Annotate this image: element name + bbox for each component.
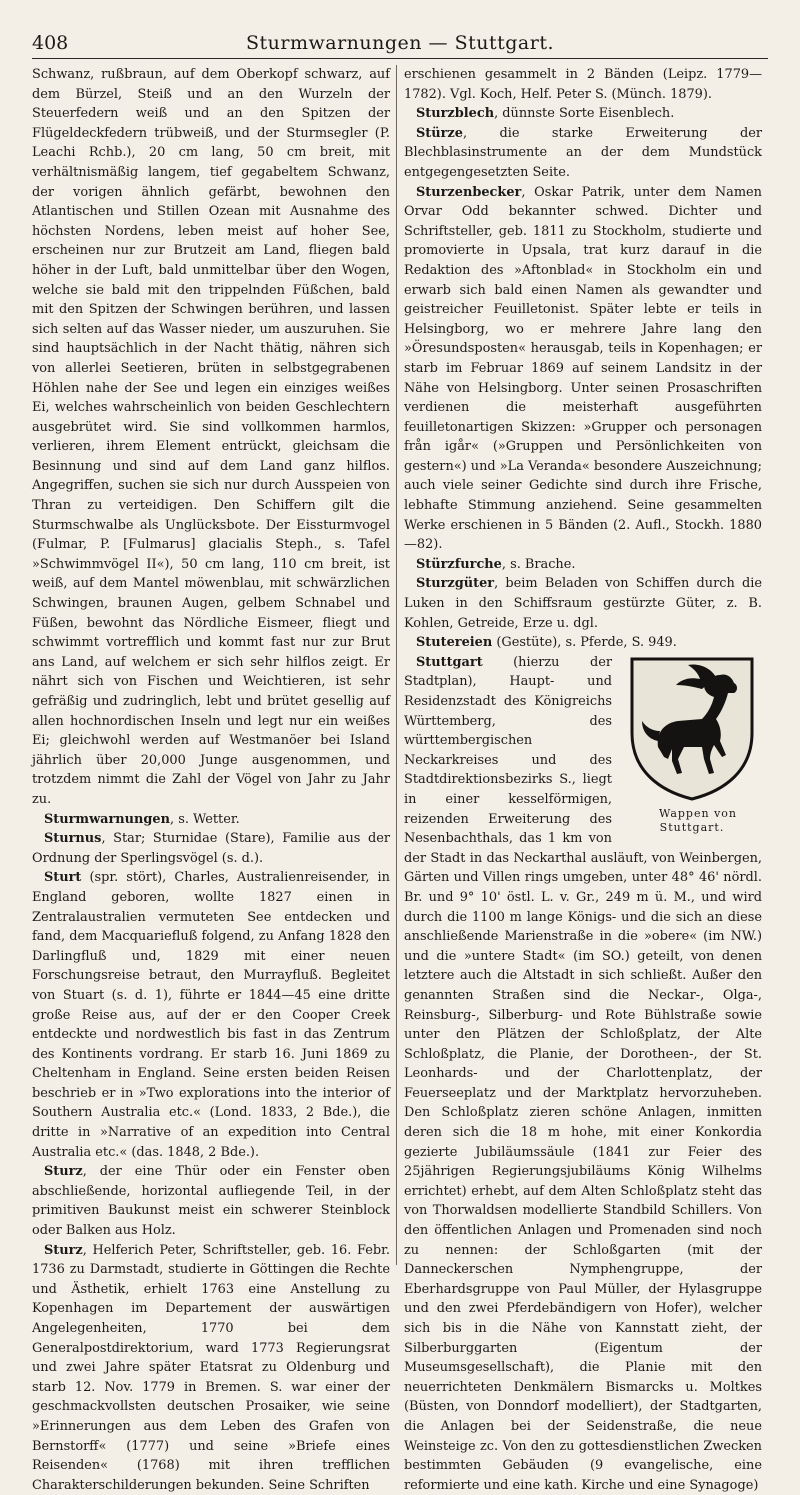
lexicon-entry	[404, 104, 762, 124]
entry-text: (spr. stört), Charles, Australienreisender, in England geboren, wollte 1827 einen in Zentralaustralien vermuteten See entdecken und fand, dem Macquariefluß folgend, zu Anfang 1828 den Darlingfluß und, 1829 mit einer neuen Forschungsreise betraut, den Murrayfluß. Begleitet von Stuart (s. d. 1), führte er 1844—45 eine dritte große Reise aus, auf der er den Cooper Creek entdeckte und nordwestlich bis fast in das Zentrum des Kontinents vordrang. Er starb 16. Juni 1869 zu Cheltenham in England. Seine ersten beiden Reisen beschrieb er in »Two explorations into the interior of Southern Australia etc.« (Lond. 1833, 2 Bde.), die dritte in »Narrative of an expedition into Central Australia etc.« (das. 1848, 2 Bde.).	[32, 870, 390, 1160]
right-column	[404, 65, 762, 1495]
coat-of-arms-horse-icon	[628, 655, 756, 801]
entry-text: , die starke Erweiterung der Blechblasinstrumente an der dem Mundstück entgegengesetzten Seite.	[404, 125, 762, 180]
entry-headword: Sturnus	[44, 831, 102, 847]
entry-headword: Sturzblech	[416, 106, 495, 122]
page-number: 408	[32, 32, 69, 54]
entry-headword: Sturz	[44, 1242, 83, 1258]
running-title: Sturmwarnungen — Stuttgart.	[246, 32, 554, 54]
entry-headword: Stürzfurche	[416, 556, 502, 572]
entry-text: , Helferich Peter, Schriftsteller, geb. 16. Febr. 1736 zu Darmstadt, studierte in Göttingen die Rechte und Ästhetik, erhielt 1763 eine Anstellung zu Kopenhagen im Departement der auswärtigen Angelegenheiten, 1770 bei dem Generalpostdirektorium, ward 1773 Regierungsrat und zwei Jahre später Etatsrat zu Oldenburg und starb 12. Nov. 1779 in Bremen. S. war einer der geschmackvollsten deutschen Prosaiker, wie seine »Erinnerungen aus dem Leben des Grafen von Bernstorff« (1777) und seine »Briefe eines Reisenden« (1768) mit ihren trefflichen Charakterschilderungen bekunden. Seine Schriften	[32, 1242, 390, 1493]
left-column	[32, 65, 390, 1495]
entry-headword: Sturmwarnungen	[44, 811, 171, 827]
entry-headword: Sturz	[44, 1164, 83, 1180]
lexicon-entry	[404, 65, 762, 104]
lexicon-entry	[404, 633, 762, 653]
page-header	[32, 28, 768, 59]
lexicon-entry	[404, 124, 762, 183]
lexicon-entry	[404, 183, 762, 555]
entry-headword: Stuttgart	[416, 654, 483, 670]
entry-text: , s. Wetter.	[170, 811, 240, 827]
entry-text: Schwanz, rußbraun, auf dem Oberkopf schwarz, auf dem Bürzel, Steiß und an den Wurzeln der Steuerfedern weiß und an den Spitzen der Flügeldeckfedern trübweiß, und der Sturmsegler (P. Leachi Rchb.), 20 cm lang, 50 cm breit, mit verhältnismäßig langem, tief gegabeltem Schwanz, der vorigen ähnlich gefärbt, bewohnen den Atlantischen und Stillen Ozean mit Ausnahme des höchsten Nordens, leben meist auf hoher See, erscheinen nur zur Brutzeit am Land, fliegen bald höher in der Luft, bald unmittelbar über den Wogen, welche sie bald mit den trippelnden Füßchen, bald mit den Spitzen der Schwingen berühren, und lassen sich selten auf das Wasser nieder, um auszuruhen. Sie sind hauptsächlich in der Nacht thätig, nähren sich von allerlei Seetieren, brüten in selbstgegrabenen Höhlen nahe der See und legen ein einziges weißes Ei, welches wahrscheinlich von beiden Geschlechtern ausgebrütet wird. Sie sind vollkommen harmlos, verlieren, ihrem Element entrückt, gleichsam die Besinnung und sind auf dem Land ganz hilflos. Angegriffen, suchen sie sich nur durch Ausspeien von Thran zu verteidigen. Den Schiffern gilt die Sturmschwalbe als Unglücksbote. Der Eissturmvogel (Fulmar, P. [Fulmarus] glacialis Steph., s. Tafel »Schwimmvögel II«), 50 cm lang, 110 cm breit, ist weiß, auf dem Mantel möwenblau, mit schwärzlichen Schwingen, braunen Augen, gelbem Schnabel und Füßen, bewohnt das Nördliche Eismeer, fliegt und schwimmt vortrefflich und kommt fast nur zur Brut ans Land, auf welchem er sich sehr hilflos zeigt. Er nährt sich von Fischen und Weichtieren, ist sehr gefräßig und zudringlich, lebt und brütet gesellig auf allen hochnordischen Inseln und legt nur ein weißes Ei; gleichwohl werden auf Westmanöer bei Island jährlich über 20,000 Junge ausgenommen, und trotzdem nimmt die Zahl der Vögel von Jahr zu Jahr zu.	[32, 67, 390, 807]
entry-headword: Sturzgüter	[416, 576, 495, 592]
lexicon-entry	[404, 555, 762, 575]
entry-headword: Stutereien	[416, 635, 493, 651]
lexicon-entry	[32, 1162, 390, 1240]
entry-text: , s. Brache.	[501, 556, 576, 572]
entry-text: , Star; Sturnidae (Stare), Familie aus der Ordnung der Sperlingsvögel (s. d.).	[32, 831, 390, 866]
lexicon-entry	[404, 574, 762, 633]
entry-text: , der eine Thür oder ein Fenster oben abschließende, horizontal aufliegende Teil, in der primitiven Baukunst meist ein schwerer Steinblock oder Balken aus Holz.	[32, 1164, 390, 1239]
lexicon-entry	[32, 810, 390, 830]
entry-text: , dünnste Sorte Eisenblech.	[494, 106, 675, 122]
entry-headword: Sturzenbecker	[416, 184, 522, 200]
entry-text: , beim Beladen von Schiffen durch die Luken in den Schiffsraum gestürzte Güter, z. B. Kohlen, Getreide, Erze u. dgl.	[404, 576, 762, 631]
lexicon-entry	[32, 868, 390, 1162]
lexicon-entry	[404, 653, 762, 1495]
entry-headword: Sturt	[44, 870, 82, 886]
entry-text: erschienen gesammelt in 2 Bänden (Leipz. 1779—1782). Vgl. Koch, Helf. Peter S. (Münch. 1879).	[404, 67, 762, 102]
lexicon-entry	[32, 65, 390, 810]
lexicon-entry	[32, 829, 390, 868]
lexicon-entry	[32, 1241, 390, 1495]
text-columns	[32, 65, 768, 1493]
entry-headword: Stürze	[416, 125, 463, 141]
entry-text: , Oskar Patrik, unter dem Namen Orvar Odd bekannter schwed. Dichter und Schriftsteller, geb. 1811 zu Stockholm, studierte und promovierte in Upsala, trat kurz darauf in die Redaktion des »Aftonblad« in Stockholm ein und erwarb sich bald einen Namen als gewandter und geistreicher Feuilletonist. Später lebte er teils in Helsingborg, wo er mehrere Jahre lang den »Öresundsposten« herausgab, teils in Kopenhagen; er starb im Februar 1869 auf seinem Landsitz in der Nähe von Helsingborg. Unter seinen Prosaschriften verdienen die meisterhaft ausgeführten feuilletonartigen Skizzen: »Grupper och personagen från igår« (»Gruppen und Persönlichkeiten von gestern«) und »La Veranda« besondere Auszeichnung; auch viele seiner Gedichte sind durch ihre Frische, lebhafte Stimmung anziehend. Seine gesammelten Werke erschienen in 5 Bänden (2. Aufl., Stockh. 1880—82).	[404, 184, 762, 553]
entry-text: (hierzu der Stadtplan), Haupt- und Residenzstadt des Königreichs Württemberg, des württembergischen Neckarkreises und des Stadtdirektionsbezirks S., liegt in einer kesselförmigen, reizenden Erweiterung des Nesenbachthals, das 1 km von der Stadt in das Neckarthal ausläuft, von Weinbergen, Gärten und Villen rings umgeben, unter 48° 46' nördl. Br. und 9° 10' östl. L. v. Gr., 249 m ü. M., und wird durch die 1100 m lange Königs- und die sich an diese anschließende Marienstraße in die »obere« (im NW.) und die »untere Stadt« (im SO.) geteilt, von denen letztere auch die Altstadt in sich schließt. Außer den genannten Straßen sind die Neckar-, Olga-, Reinsburg-, Silberburg- und Rote Bühlstraße sowie unter den Plätzen der Schloßplatz, der Alte Schloßplatz, die Planie, der Dorotheen-, der St. Leonhards- und der Charlottenplatz, der Feuerseeplatz und der Marktplatz hervorzuheben. Den Schloßplatz zieren schöne Anlagen, inmitten deren sich die 18 m hohe, mit einer Konkordia gezierte Jubiläumssäule (1841 zur Feier des 25jährigen Regierungsjubiläums König Wilhelms errichtet) erhebt, auf dem Alten Schloßplatz steht das von Thorwaldsen modellierte Standbild Schillers. Von den öffentlichen Anlagen und Promenaden sind noch zu nennen: der Schloßgarten (mit der Danneckerschen Nymphengruppe, der Eberhardsgruppe von Paul Müller, der Hylasgruppe und den zwei Pferdebändigern von Hofer), welcher sich bis in die Nähe von Kannstatt zieht, der Silberburggarten (Eigentum der Museumsgesellschaft), die Planie mit den neuerrichteten Denkmälern Bismarcks u. Moltkes (Büsten, von Donndorf modelliert), der Stadtgarten, die Anlagen bei der Seidenstraße, die neue Weinsteige zc. Von den zu gottesdienstlichen Zwecken bestimmten Gebäuden (9 evangelische, eine reformierte und eine kath. Kirche und eine Synagoge)	[404, 654, 762, 1493]
entry-text: (Gestüte), s. Pferde, S. 949.	[492, 635, 677, 651]
coat-of-arms-figure	[622, 655, 762, 835]
column-divider	[396, 65, 397, 1265]
figure-caption: Wappen von Stuttgart.	[658, 806, 737, 834]
